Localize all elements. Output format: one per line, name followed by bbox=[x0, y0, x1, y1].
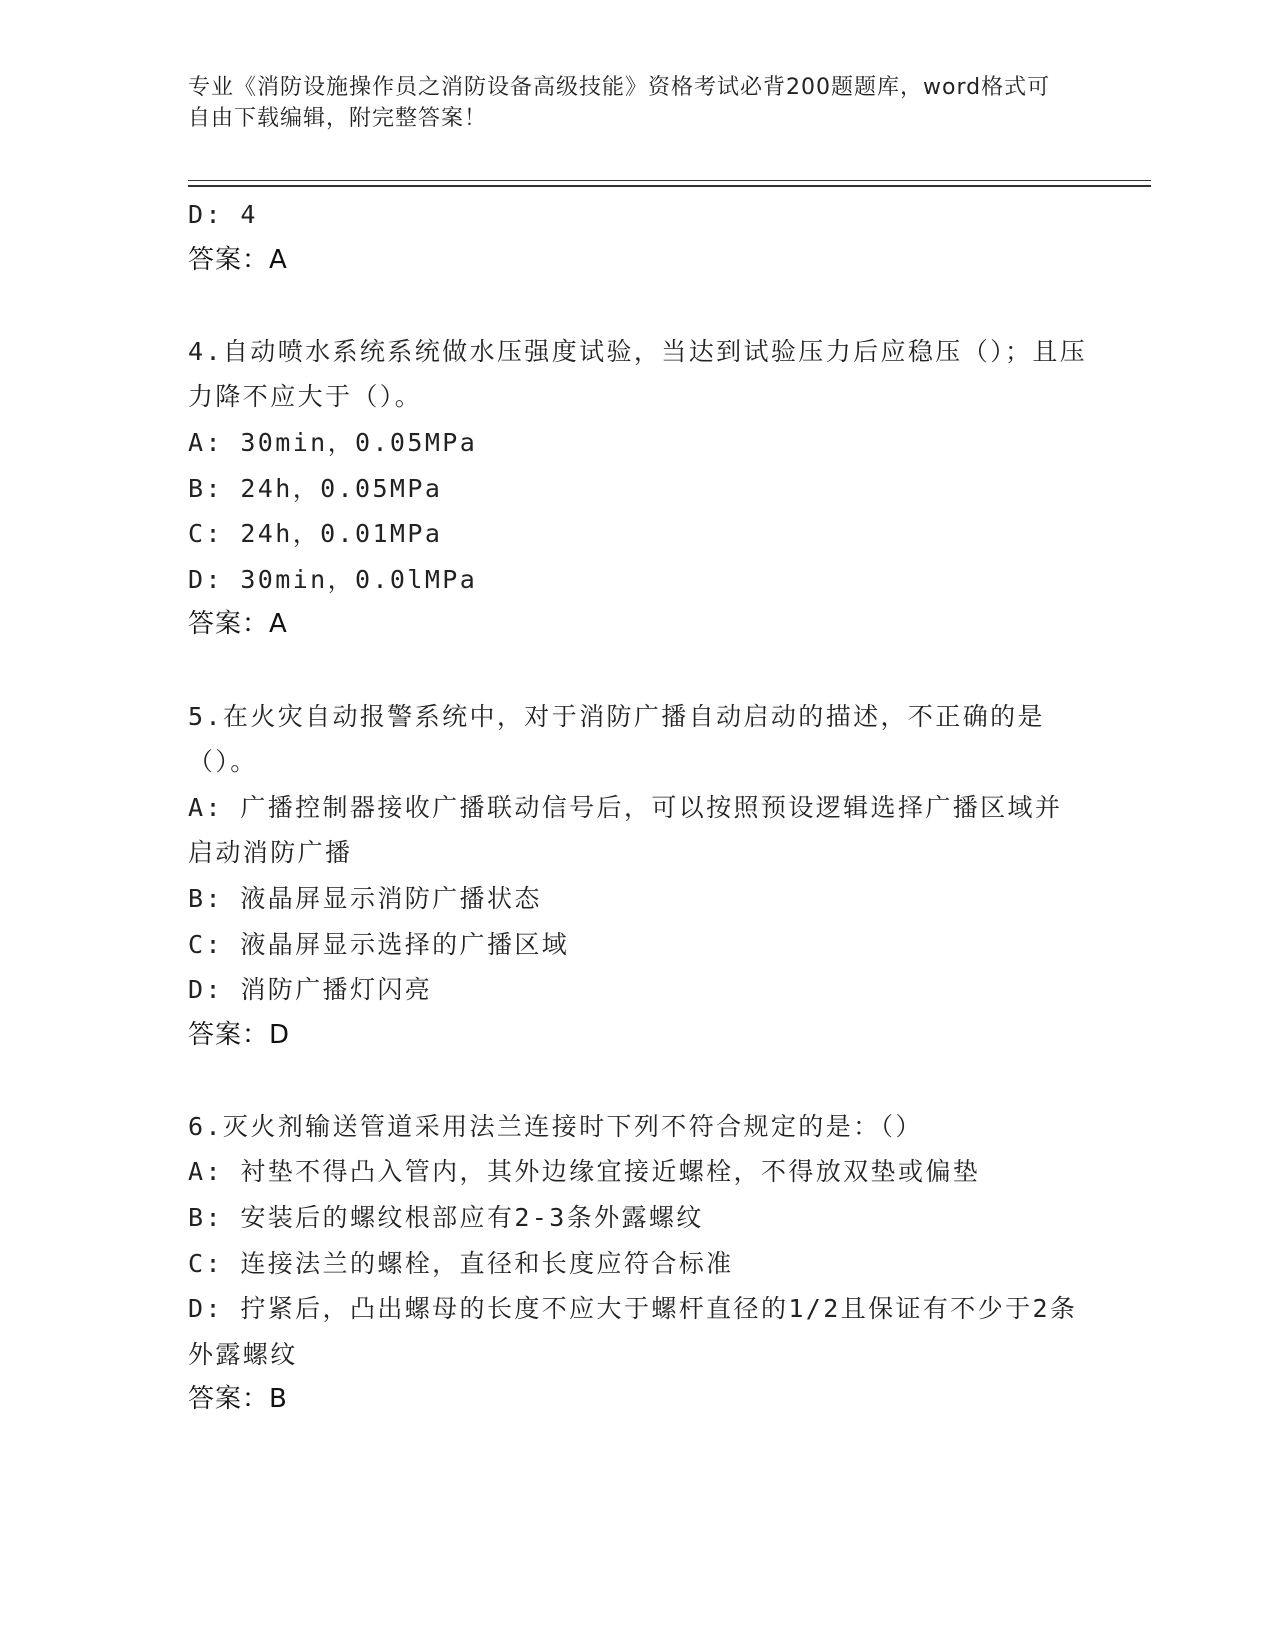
question-6 bbox=[188, 1104, 1088, 1423]
option-a: A: 广播控制器接收广播联动信号后，可以按照预设逻辑选择广播区域并启动消防广播 bbox=[188, 792, 1063, 868]
spacer bbox=[188, 283, 1088, 329]
question-stem: 6.灭火剂输送管道采用法兰连接时下列不符合规定的是：（） bbox=[188, 1111, 923, 1141]
answer: 答案：B bbox=[188, 1384, 288, 1415]
question-list bbox=[188, 192, 1088, 1423]
question-stem: 5.在火灾自动报警系统中，对于消防广播自动启动的描述，不正确的是（）。 bbox=[188, 701, 1045, 777]
header-divider-thin bbox=[188, 180, 1151, 181]
answer: 答案：A bbox=[188, 609, 288, 640]
question-4 bbox=[188, 329, 1088, 648]
option-c: C: 24h，0.01MPa bbox=[188, 519, 443, 549]
option-c: C: 连接法兰的螺栓，直径和长度应符合标准 bbox=[188, 1248, 734, 1278]
option-d: D: 30min，0.0lMPa bbox=[188, 564, 478, 594]
option-b: B: 24h，0.05MPa bbox=[188, 473, 443, 503]
option-a: A: 30min，0.05MPa bbox=[188, 427, 478, 457]
spacer bbox=[188, 648, 1088, 694]
answer: 答案：D bbox=[188, 1019, 291, 1050]
option-a: A: 衬垫不得凸入管内，其外边缘宜接近螺栓，不得放双垫或偏垫 bbox=[188, 1157, 981, 1187]
spacer bbox=[188, 1058, 1088, 1104]
question-stem: 4.自动喷水系统系统做水压强度试验，当达到试验压力后应稳压（）；且压力降不应大于（）。 bbox=[188, 336, 1088, 412]
header-divider-thick bbox=[188, 185, 1151, 187]
question-5 bbox=[188, 694, 1088, 1059]
option-b: B: 安装后的螺纹根部应有2-3条外露螺纹 bbox=[188, 1203, 704, 1233]
option-b: B: 液晶屏显示消防广播状态 bbox=[188, 883, 542, 913]
document-header: 专业《消防设施操作员之消防设备高级技能》资格考试必背200题题库，word格式可自由下载编辑，附完整答案！ bbox=[188, 75, 1051, 131]
option-d: D: 消防广播灯闪亮 bbox=[188, 975, 433, 1005]
option-d: D: 拧紧后，凸出螺母的长度不应大于螺杆直径的1/2且保证有不少于2条外露螺纹 bbox=[188, 1294, 1078, 1369]
answer: 答案：A bbox=[188, 244, 288, 275]
question-3-tail bbox=[188, 192, 1088, 283]
option-d: D: 4 bbox=[188, 200, 258, 229]
option-c: C: 液晶屏显示选择的广播区域 bbox=[188, 929, 570, 959]
